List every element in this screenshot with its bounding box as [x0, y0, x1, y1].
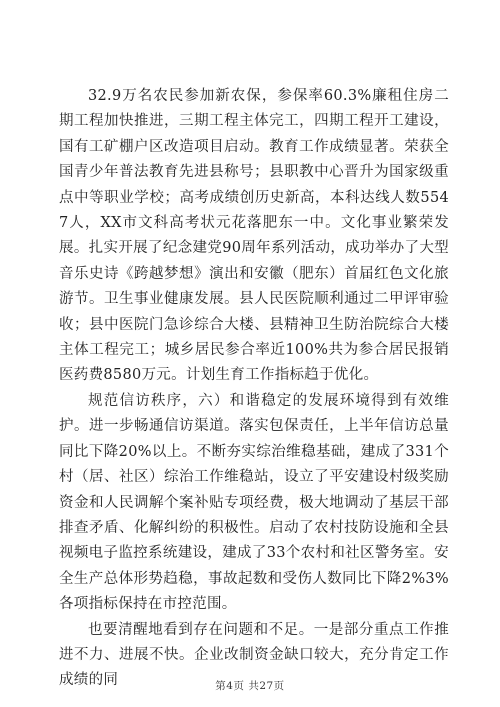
paragraph: 也要清醒地看到存在问题和不足。一是部分重点工作推进不力、进展不快。企业改制资金缺口较大，充分肯定工作成绩的同 [59, 621, 449, 689]
page-number-footer: 第4页 共27页 [215, 680, 285, 692]
document-body [59, 84, 449, 694]
paragraph: 32.9万名农民参加新农保，参保率60.3%廉租住房二期工程加快推进，三期工程主体完工，四期工程开工建设，国有工矿棚户区改造项目启动。教育工作成绩显著。荣获全国青少年普法教育先进县称号；县职教中心晋升为国家级重点中等职业学校；高考成绩创历史新高，本科达线人数5547人，XX市文科高考状元花落肥东一中。文化事业繁荣发展。扎实开展了纪念建党90周年系列活动，成功举办了大型音乐史诗《跨越梦想》演出和安徽（肥东）首届红色文化旅游节。卫生事业健康发展。县人民医院顺利通过二甲评审验收；县中医院门急诊综合大楼、县精神卫生防治院综合大楼主体工程完工；城乡居民参合率近100%共为参合居民报销医药费8580万元。计划生育工作指标趋于优化。 [59, 88, 449, 384]
paragraph: 规范信访秩序，六）和谐稳定的发展环境得到有效维护。进一步畅通信访渠道。落实包保责任，上半年信访总量同比下降20%以上。不断夯实综治维稳基础，建成了331个村（居、社区）综治工作维稳站，设立了平安建设村级奖励资金和人民调解个案补贴专项经费，极大地调动了基层干部排查矛盾、化解纠纷的积极性。启动了农村技防设施和全县视频电子监控系统建设，建成了33个农村和社区警务室。安全生产总体形势趋稳，事故起数和受伤人数同比下降2%3%各项指标保持在市控范围。 [59, 392, 449, 613]
